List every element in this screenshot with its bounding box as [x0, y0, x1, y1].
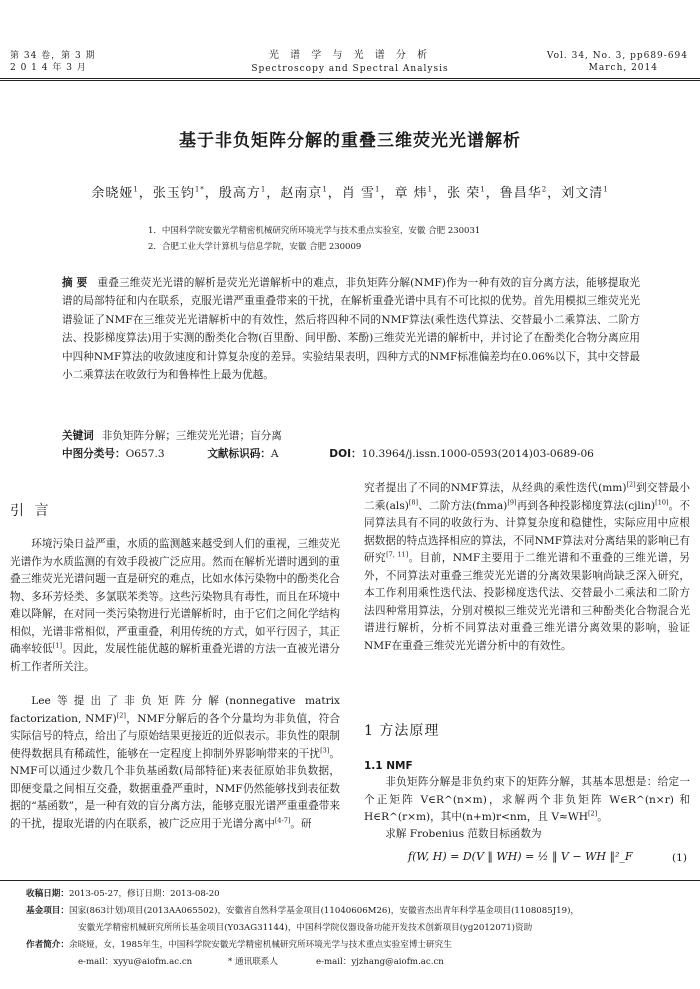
journal-date: 2 0 1 4 年 3 月	[10, 63, 87, 73]
abstract	[62, 274, 640, 384]
doc-code-label: 文献标识码：	[207, 448, 271, 460]
author: 张玉钧$^{1*}$	[152, 185, 205, 201]
footnote-fund: 基金项目：国家(863计划)项目(2013AA065502)，安徽省自然科学基金项目(11040606M26)，安徽省杰出青年科学基金项目(1108085J19)，	[26, 906, 580, 916]
author: 张 荣$^1$	[447, 185, 486, 201]
author: 鲁昌华$^2$	[499, 185, 548, 201]
method-paragraph-1: 非负矩阵分解是非负约束下的矩阵分解，其基本思想是：给定一个正矩阵 V∈R^(n×m)，求解两个非负矩阵 W∈R^(n×r) 和 H∈R^(r×m)，其中(n+m)r<nm，且 V≈WH[2]。	[364, 776, 690, 823]
paper-title: 基于非负矩阵分解的重叠三维荧光光谱解析	[179, 131, 521, 151]
clc-value: O657.3	[125, 448, 165, 460]
header-rule	[0, 78, 700, 79]
affiliation-1: 1．中国科学院安徽光学精密机械研究所环境光学与技术重点实验室，安徽 合肥 230031	[148, 226, 481, 236]
author: 肖 雪$^1$	[341, 185, 381, 201]
header-rule-thin	[0, 80, 700, 81]
method-paragraph-2: 求解 Frobenius 范数目标函数为	[385, 828, 542, 840]
author: 殷高方$^1$	[218, 185, 267, 201]
abstract-label: 摘 要	[62, 277, 88, 289]
author: 余晓娅$^1$	[91, 185, 139, 201]
doi-value: 10.3964/j.issn.1000-0593(2014)03-0689-06	[361, 448, 594, 460]
journal-volume: 第 34 卷，第 3 期	[10, 51, 96, 61]
equation-1: f(W, H) = D(V ‖ WH) = ½ ‖ V − WH ‖²_F	[408, 850, 633, 863]
footnote-bio: 作者简介：余晓娅，女，1985年生，中国科学院安徽光学精密机械研究所环境光学与技术重点实验室博士研究生	[26, 940, 452, 950]
equation-number: (1)	[672, 852, 688, 864]
journal-month-en: March, 2014	[588, 63, 658, 73]
corresponding-email: e-mail：yjzhang@aiofm.ac.cn	[316, 957, 444, 967]
article-meta	[62, 446, 640, 464]
doc-code-value: A	[270, 448, 279, 460]
author: 章 炜$^1$	[394, 185, 434, 201]
journal-name-cn: 光 谱 学 与 光 谱 分 析	[268, 50, 432, 61]
doi-label: DOI：	[329, 448, 362, 460]
abstract-text: 重叠三维荧光光谱的解析是荧光光谱解析中的难点，非负矩阵分解(NMF)作为一种有效的盲分离方法，能够提取光谱的局部特征和内在联系，克服光谱严重重叠带来的干扰，在解析重叠光谱中具有不可比拟的优势。首先用模拟三维荧光光谱验证了NMF在三维荧光光谱解析中的有效性，然后将四种不同的NMF算法(乘性迭代算法、交替最小二乘算法、二阶方法、投影梯度算法)用于实测的酚类化合物(百里酚、间甲酚、苯酚)三维荧光光谱的解析中，并讨论了在酚类化合物分离应用中四种NMF算法的收敛速度和计算复杂度的差异。实验结果表明，四种方式的NMF标准偏差均在0.06%以下，其中交替最小二乘算法在收敛行为和鲁棒性上最为优越。	[62, 277, 640, 382]
corresponding-note: * 通讯联系人	[228, 957, 278, 967]
footnote-received: 收稿日期：2013-05-27，修订日期：2013-08-20	[26, 889, 220, 899]
author-email: e-mail：xyyu@aiofm.ac.cn	[78, 957, 193, 967]
section-heading-intro: 引 言	[10, 503, 52, 519]
footnote-fund-cont: 安徽光学精密机械研究所所长基金项目(Y03AG31144)，中国科学院仪器设备功能开发技术创新项目(yg2012071)资助	[78, 923, 533, 933]
clc-label: 中图分类号：	[62, 448, 126, 460]
journal-pages: Vol. 34, No. 3, pp689-694	[546, 51, 688, 61]
author: 刘文清$^1$	[561, 185, 609, 201]
intro-paragraph-3: 究者提出了不同的NMF算法，从经典的乘性迭代(mm)[2]到交替最小二乘(als)[8]、二阶方法(fnma)[9]再到各种投影梯度算法(cjlin)[10]。不同算法具有不同的收敛行为、计算复杂度和稳健性，实际应用中应根据数据的特点选择相应的算法，不同NMF算法对分离结果的影响已有研究[7, 11]。目前，NMF主要用于二维光谱和不重叠的三维光谱，另外，不同算法对重叠三维荧光光谱的分离效果影响尚缺乏深入研究，本工作利用乘性迭代法、投影梯度迭代法、交替最小二乘法和二阶方法四种常用算法，分别对模拟三维荧光光谱和三种酚类化合物混合光谱进行解析，分析不同算法对重叠三维光谱分离效果的影响，验证NMF在重叠三维荧光光谱分析中的有效性。	[364, 480, 690, 652]
intro-paragraph-1: 环境污染日益严重，水质的监测越来越受到人们的重视，三维荧光光谱作为水质监测的有效手段被广泛应用。然而在解析光谱时遇到的重叠三维荧光光谱问题一直是研究的难点，比如水体污染物中的酚类化合物、多环芳烃类、多氯联苯类等。这些污染物具有毒性，而且在环境中难以降解，在对同一类污染物进行光谱解析时，由于它们之间化学结构相似，光谱非常相似，严重重叠，利用传统的方式，如平行因子，其正确率较低[1]。因此，发展性能优越的解析重叠光谱的方法一直被光谱分析工作者所关注。	[10, 538, 341, 673]
author: 赵南京$^1$	[280, 185, 328, 201]
journal-name-en: Spectroscopy and Spectral Analysis	[251, 64, 449, 74]
section-heading-method: 1 方法原理	[364, 723, 440, 739]
subsection-heading-nmf: 1.1 NMF	[364, 760, 413, 772]
keywords	[62, 428, 640, 446]
keywords-text: 非负矩阵分解；三维荧光光谱；盲分离	[101, 430, 282, 442]
keywords-label: 关键词	[62, 430, 94, 442]
intro-paragraph-2: Lee等提出了非负矩阵分解(nonnegative matrix factorization, NMF)[2]，NMF分解后的各个分量均为非负值，符合实际信号的特点，给出了与原始结果更接近的近似表示。非负性的限制使得数据具有稀疏性，能够在一定程度上抑制外界影响带来的干扰[3]。NMF可以通过少数几个非负基函数(局部特征)来表征原始非负数据，即便变量之间相互交叠，数据重叠严重时，NMF仍然能够找到表征数据的“基函数”，是一种有效的盲分离方法，能够克服光谱严重重叠带来的干扰，提取光谱的内在联系，被广泛应用于光谱分离中[4-7]。研	[10, 695, 341, 830]
footnote-rule	[0, 880, 700, 881]
affiliation-2: 2．合肥工业大学计算机与信息学院，安徽 合肥 230009	[148, 242, 362, 252]
author-list: 余晓娅$^1$，张玉钧$^{1*}$，殷高方$^1$，赵南京$^1$，肖 雪$^1$，章 炜$^1$，张 荣$^1$，鲁昌华$^2$，刘文清$^1$	[91, 185, 609, 201]
